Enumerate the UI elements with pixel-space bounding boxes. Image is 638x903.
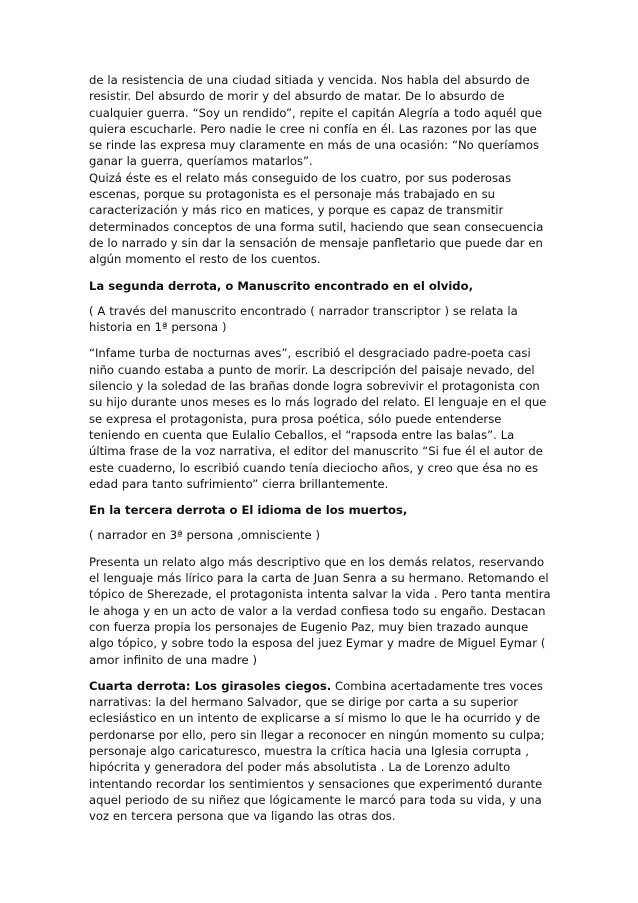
paragraph-infame-turba: “Infame turba de nocturnas aves”, escribió el desgraciado padre-poeta casi niño cuando estaba a punto de morir. La descripción del paisaje nevado, del silencio y la soledad de las brañas donde logra sobrevivir el protagonista con su hijo durante unos meses es lo más logrado del relato. El lenguaje en el que se expresa el protagonista, pura prosa poética, sólo puede entenderse teniendo en cuenta que Eulalio Ceballos, el “rapsoda entre las balas”. La última frase de la voz narrativa, el editor del manuscrito “Si fue él el autor de este cuaderno, lo escribió cuando tenía dieciocho años, y creo que ésa no es edad para tanto sufrimiento” cierra brillantemente. bbox=[89, 346, 547, 491]
paragraph-descriptive-story: Presenta un relato algo más descriptivo que en los demás relatos, reservando el lenguaje más lírico para la carta de Juan Senra a su hermano. Retomando el tópico de Sherezade, el protagonista intenta salvar la vida . Pero tanta mentira le ahoga y en un acto de valor a la verdad confiesa todo su engaño. Destacan con fuerza propia los personajes de Eugenio Paz, muy bien trazado aunque algo tópico, y sobre todo la esposa del juez Eymar y madre de Miguel Eymar ( amor infinito de una madre ) bbox=[89, 554, 551, 667]
heading-fourth-defeat: Cuarta derrota: Los girasoles ciegos. bbox=[89, 678, 332, 693]
paragraph-absurd-war: de la resistencia de una ciudad sitiada y vencida. Nos habla del absurdo de resistir. Del absurdo de morir y del absurdo de matar. De lo absurdo de cualquier guerra. “Soy un rendido”, repite el capitán Alegría a todo aquél que quiera escucharle. Pero nadie le cree ni confía en él. Las razones por las que se rinde las expresa muy claramente en más de una ocasión: “No queríamos ganar la guerra, queríamos matarlos”. bbox=[89, 73, 543, 169]
paragraph-most-accomplished: Quizá éste es el relato más conseguido de los cuatro, por sus poderosas escenas, porque su protagonista es el personaje más trabajado en su caracterización y más rico en matices, y porque es capaz de transmitir determinados conceptos de una forma sutil, haciendo que sean consecuencia de lo narrado y sin dar la sensación de mensaje panfletario que puede dar en algún momento el resto de los cuentos. bbox=[89, 170, 544, 267]
heading-third-defeat: En la tercera derrota o El idioma de los muertos, bbox=[89, 503, 408, 518]
paragraph-narrator-omniscient: ( narrador en 3ª persona ,omnisciente ) bbox=[89, 528, 321, 543]
heading-second-defeat: La segunda derrota, o Manuscrito encontrado en el olvido, bbox=[89, 278, 473, 293]
document-page bbox=[89, 72, 552, 834]
paragraph-three-voices: Combina acertadamente tres voces narrativas: la del hermano Salvador, que se dirige por carta a su superior eclesiástico en un intento de explicarse a sí mismo lo que le ha ocurrido y de perdonarse por ello, pero sin llegar a reconocer en ningún momento su culpa; personaje algo caricaturesco, muestra la crítica hacia una Iglesia corrupta , hipócrita y generadora del poder más absolutista . La de Lorenzo adulto intentando recordar los sentimientos y sensaciones que experimentó durante aquel periodo de su niñez que lógicamente le marcó para toda su vida, y una voz en tercera persona que va ligando las otras dos. bbox=[89, 678, 545, 824]
paragraph-narrator-transcriptor: ( A través del manuscrito encontrado ( narrador transcriptor ) se relata la historia en 1ª persona ) bbox=[89, 303, 518, 335]
paragraph-fourth-defeat bbox=[89, 678, 552, 825]
